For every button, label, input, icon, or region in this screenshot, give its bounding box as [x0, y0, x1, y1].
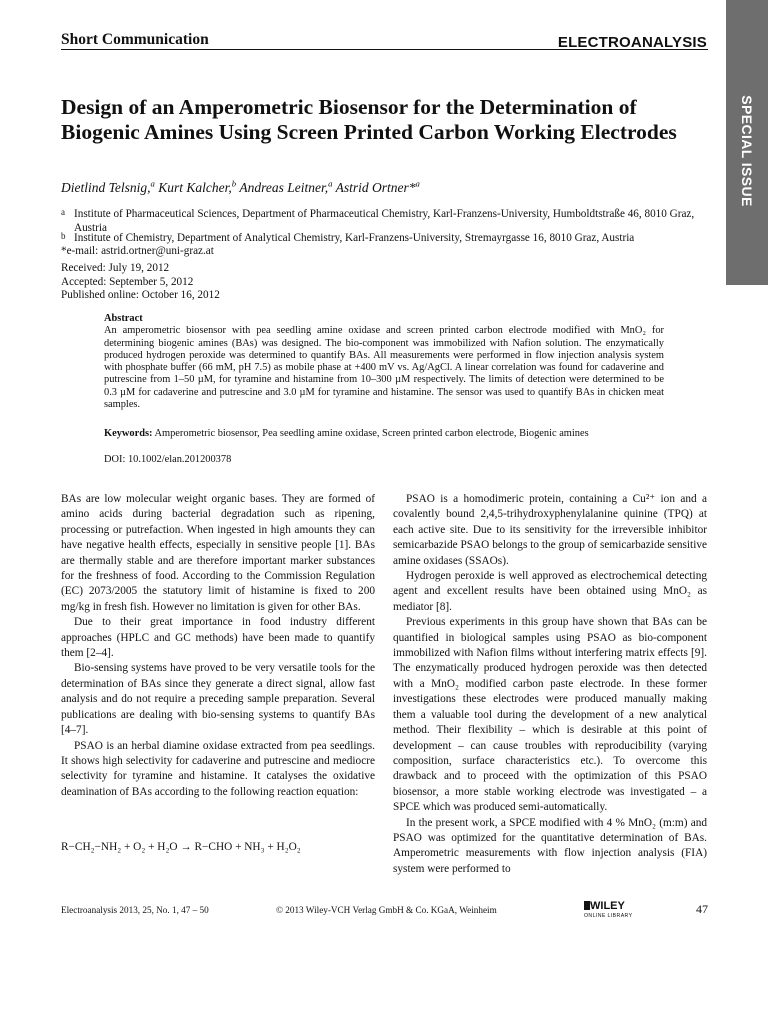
abstract-text: An amperometric biosensor with pea seedling amine oxidase and screen printed carbon electrode modified with MnO₂ for determining biogenic amines (BAs) was designed. The bio-component was immobilized with Nafion solution. The enzymatically produced hydrogen peroxide was determined to quantify BAs. All measurements were performed in flow injection analysis system with phosphate buffer (66 mM, pH 7.5) as mobile phase at +400 mV vs. Ag/AgCl. A linear correlation was found for cadaverine and putrescine from 1–50 µM, for tyramine and histamine from 10–300 µM respectively. The limits of detection were determined to be 0.3 µM for cadaverine and putrescine and 3.0 µM for tyramine and histamine. The sensor was used to quantify BAs in chicken meat samples. [104, 325, 664, 411]
corresponding-email: *e-mail: astrid.ortner@uni-graz.at [61, 245, 214, 257]
article-title: Design of an Amperometric Biosensor for the Determination of Biogenic Amines Using Screen Printed Carbon Working Electrodes [61, 95, 677, 144]
affiliation-mark: b [61, 231, 66, 241]
page-number: 47 [696, 902, 708, 916]
author-affiliation-mark: b [231, 178, 237, 189]
article-dates [61, 262, 220, 303]
abstract-heading: Abstract [104, 313, 143, 324]
reaction-equation: R−CH₂−NH₂ + O₂ + H₂O → R−CHO + NH₃ + H₂O₂ [61, 841, 301, 853]
author-affiliation-mark: a [415, 178, 420, 189]
author-name: Astrid Ortner* [335, 180, 416, 195]
body-paragraph: In the present work, a SPCE modified with 4 % MnO₂ (m:m) and PSAO was optimized for the quantitative determination of BAs. Amperometric measurements with flow injection analysis (FIA) system were performed to [393, 816, 707, 875]
affiliation-mark: a [61, 207, 65, 217]
logo-sub-text: ONLINE LIBRARY [584, 913, 633, 919]
body-paragraph: Hydrogen peroxide is well approved as electrochemical detecting agent and excellent results have been obtained using MnO₂ as mediator [8]. [393, 570, 707, 613]
copyright-footer: © 2013 Wiley-VCH Verlag GmbH & Co. KGaA, Weinheim [276, 905, 497, 915]
citation-footer: Electroanalysis 2013, 25, No. 1, 47 – 50 [61, 905, 209, 915]
body-paragraph: Previous experiments in this group have shown that BAs can be quantified in biological samples using PSAO as bio-component immobilized with Nafion films without interfering matrix effects [9]. The enzymatically produced hydrogen peroxide was then detected with a MnO₂ modified carbon paste electrode. In these former investigations these electrodes were produced manually making them a valuable tool during the development of a new analytical method. Their flexibility – which is desirable at this point of development – can cause troubles with reproducibility (varying composition, surface characteristics etc.). To overcome this drawback and to proceed with the optimization of this PSAO biosensor, a more stable working electrode was investigated – a SPCE which was produced semi-automatically. [393, 616, 707, 814]
body-column-right [393, 492, 707, 877]
body-column-left [61, 492, 375, 800]
affiliation-b [61, 232, 721, 246]
body-paragraph: PSAO is an herbal diamine oxidase extracted from pea seedlings. It shows high selectivity for cadaverine and putrescine and mediocre selectivity for tyramine and histamine. It catalyses the oxidative deamination of BAs according to the following reaction equation: [61, 739, 375, 798]
body-paragraph: Bio-sensing systems have proved to be very versatile tools for the determination of BAs since they generate a direct signal, allow fast analysis and do not require a preceding sample preparation. Several publications are dealing with bio-sensing systems to quantify BAs [4–7]. [61, 662, 375, 737]
special-issue-label: SPECIAL ISSUE [739, 95, 755, 207]
keywords [104, 428, 694, 439]
author-affiliation-mark: a [150, 178, 155, 189]
affiliation-text: Institute of Pharmaceutical Sciences, Department of Pharmaceutical Chemistry, Karl-Franzens-University, Humboldtstraße 46, 8010 Graz, Austria [74, 208, 695, 234]
author-affiliation-mark: a [328, 178, 333, 189]
logo-main-text: WILEY [590, 900, 625, 912]
published-date: Published online: October 16, 2012 [61, 289, 220, 301]
body-paragraph: Due to their great importance in food industry different approaches (HPLC and GC methods) have been made to quantify them [2–4]. [61, 616, 375, 660]
body-paragraph: BAs are low molecular weight organic bases. They are formed of amino acids during bacterial degradation such as ripening, processing or putrefaction. When ingested in high amounts they can have negative health effects, especially in sensitive people [1]. BAs are thermally stable and are therefore important marker substances for the freshness of food. According to the Commission Regulation (EC) 2073/2005 the statutory limit of histamine is fixed to 200 mg/kg in fresh fish. However no limitation is given for other BAs. [61, 493, 375, 613]
author-list [61, 180, 420, 196]
doi[interactable]: DOI: 10.1002/elan.201200378 [104, 454, 232, 465]
accepted-date: Accepted: September 5, 2012 [61, 275, 194, 288]
received-date: Received: July 19, 2012 [61, 262, 170, 274]
keywords-label: Keywords: [104, 428, 153, 439]
author-name: Dietlind Telsnig, [61, 180, 151, 195]
body-paragraph: PSAO is a homodimeric protein, containing a Cu²⁺ ion and a covalently bound 2,4,5-trihydroxyphenylalanine quinine (TPQ) at each active site. Due to its sensitivity for the irreversible inhibitor semicarbazide PSAO belongs to the group of semicarbazide sensitive amine oxidases (SSAOs). [393, 493, 707, 567]
author-name: Andreas Leitner, [239, 180, 329, 195]
keywords-text: Amperometric biosensor, Pea seedling amine oxidase, Screen printed carbon electrode, Biogenic amines [154, 428, 589, 439]
journal-name: ELECTROANALYSIS [557, 34, 707, 51]
section-label: Short Communication [61, 31, 209, 48]
affiliation-text: Institute of Chemistry, Department of Analytical Chemistry, Karl-Franzens-University, Stremayrgasse 16, 8010 Graz, Austria [74, 232, 635, 244]
special-issue-tab [726, 0, 768, 285]
abstract [104, 313, 664, 411]
wiley-online-library-logo [584, 900, 644, 922]
header-rule [61, 49, 708, 50]
author-name: Kurt Kalcher, [158, 180, 232, 195]
